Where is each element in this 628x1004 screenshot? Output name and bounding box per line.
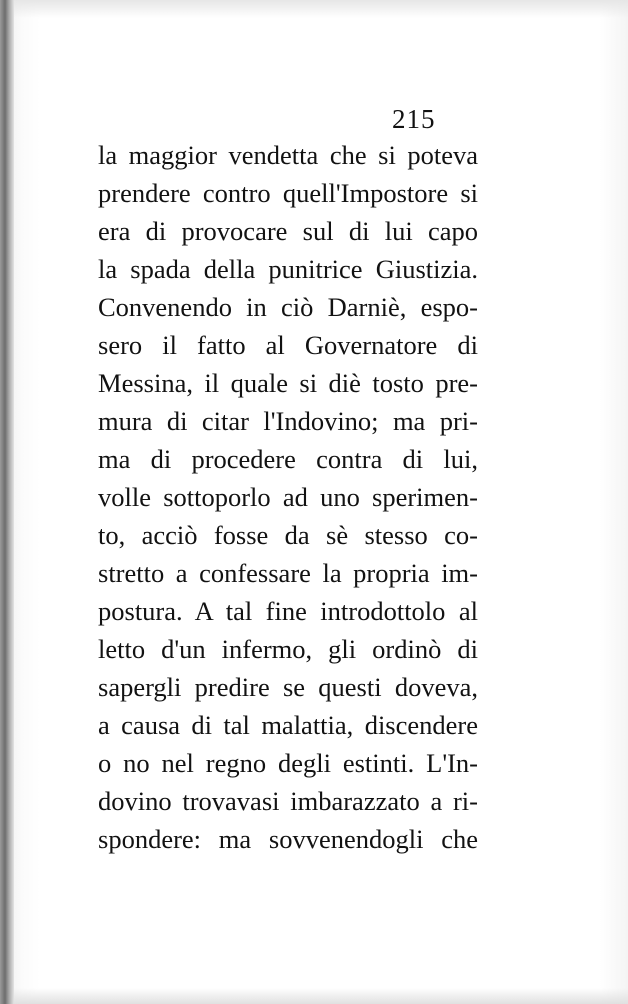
- text-line: prendere contro quell'Impostore si: [98, 178, 478, 208]
- text-line: Messina, il quale si diè tosto pre-: [98, 368, 478, 398]
- text-line: a causa di tal malattia, discendere: [98, 710, 478, 740]
- page-binding-edge: [0, 0, 14, 1004]
- text-line: la spada della punitrice Giustizia.: [98, 254, 478, 284]
- text-line: sapergli predire se questi doveva,: [98, 672, 478, 702]
- text-line: era di provocare sul di lui capo: [98, 216, 478, 246]
- text-line: stretto a confessare la propria im-: [98, 558, 478, 588]
- text-line: to, acciò fosse da sè stesso co-: [98, 520, 478, 550]
- text-line: volle sottoporlo ad uno sperimen-: [98, 482, 478, 512]
- page-bottom-shadow: [14, 988, 628, 1004]
- text-line: la maggior vendetta che si poteva: [98, 140, 478, 170]
- text-line: Convenendo in ciò Darniè, espo-: [98, 292, 478, 322]
- text-line: mura di citar l'Indovino; ma pri-: [98, 406, 478, 436]
- text-line: dovino trovavasi imbarazzato a ri-: [98, 786, 478, 816]
- page-top-shadow: [14, 0, 628, 18]
- body-text: [98, 136, 478, 858]
- text-line: letto d'un infermo, gli ordinò di: [98, 634, 478, 664]
- page-number: 215: [392, 104, 436, 134]
- text-line: spondere: ma sovvenendogli che: [98, 824, 478, 854]
- text-line: sero il fatto al Governatore di: [98, 330, 478, 360]
- text-line: postura. A tal fine introdottolo al: [98, 596, 478, 626]
- text-line: ma di procedere contra di lui,: [98, 444, 478, 474]
- text-line: o no nel regno degli estinti. L'In-: [98, 748, 478, 778]
